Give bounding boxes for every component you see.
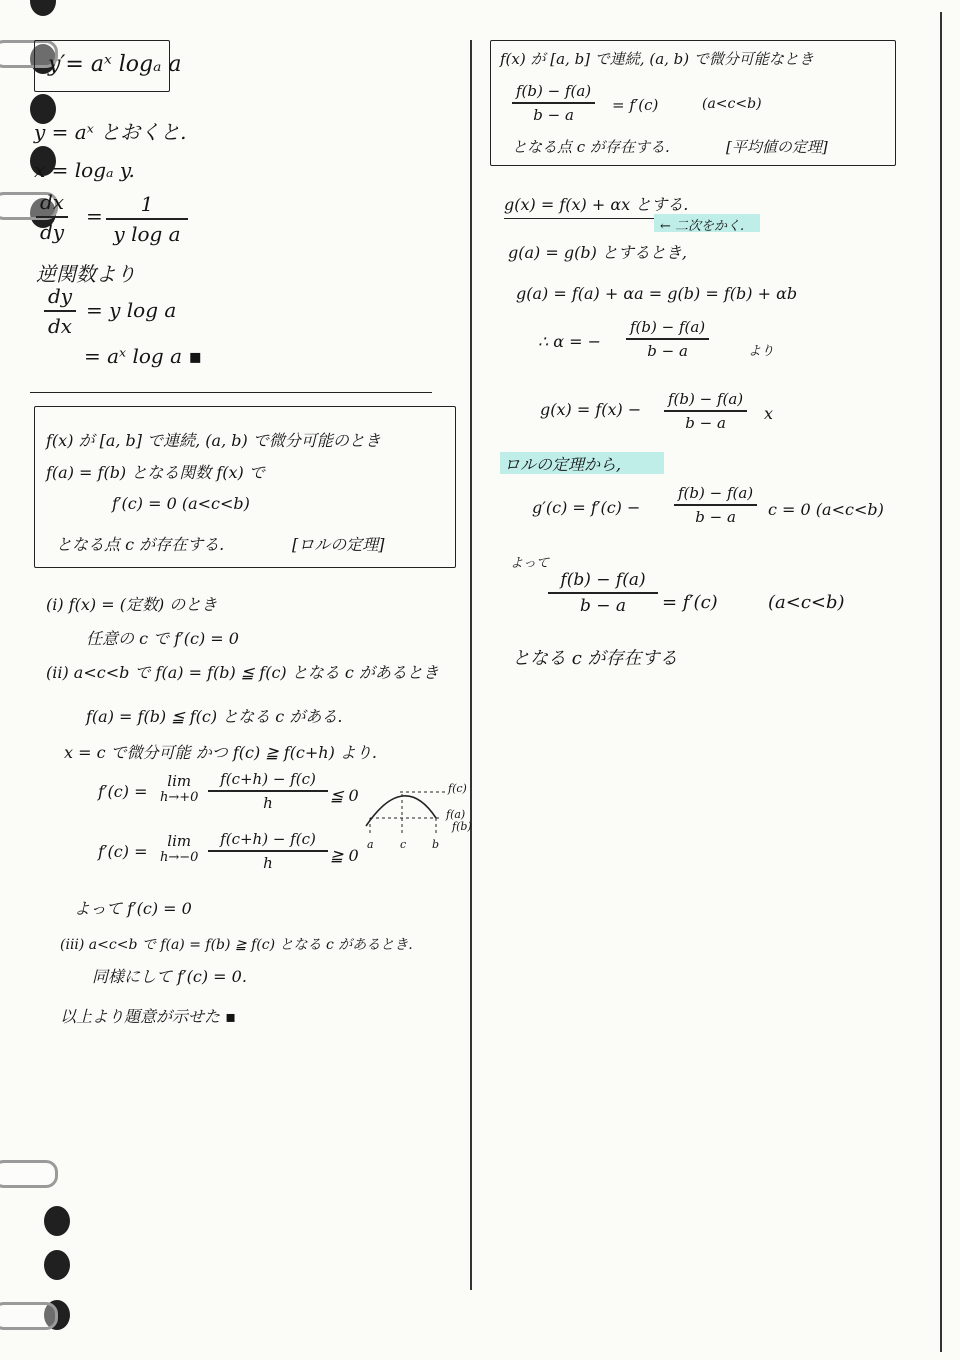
gx-numerator: f(b) − f(a) — [668, 390, 744, 408]
alpha-yori: より — [748, 344, 775, 359]
g-expansion: g(a) = f(a) + αa = g(b) = f(b) + αb — [516, 284, 798, 303]
final-fraction — [548, 570, 658, 616]
column-divider — [470, 40, 472, 1290]
dy-dx-denominator: dx — [48, 313, 73, 338]
dy-dx-fraction — [44, 284, 76, 338]
gx-x: x — [764, 404, 774, 423]
step-log: x = logₐ y. — [34, 158, 135, 182]
right-difference-quotient — [208, 770, 328, 812]
g-prime-numerator: f(b) − f(a) — [678, 484, 754, 502]
inverse-function-note: 逆関数より — [36, 262, 136, 286]
mvt-numerator: f(b) − f(a) — [516, 82, 592, 100]
binder-hole — [44, 1206, 70, 1236]
reciprocal-fraction — [106, 192, 188, 246]
right-derivative-relation: ≦ 0 — [330, 786, 359, 805]
rolle-line-2: f(a) = f(b) となる関数 f(x) で — [46, 463, 265, 482]
case-2: (ii) a<c<b で f(a) = f(b) ≦ f(c) となる c があるとき — [46, 663, 439, 682]
case-1: (i) f(x) = (定数) のとき — [46, 595, 218, 614]
alpha-denominator: b − a — [647, 341, 688, 360]
section-divider — [30, 392, 432, 393]
left-derivative-relation: ≧ 0 — [330, 846, 359, 865]
quotient-numerator: f(c+h) − f(c) — [220, 830, 316, 848]
mvt-line-1: f(x) が [a, b] で連続, (a, b) で微分可能なとき — [500, 50, 814, 68]
page-edge-line — [940, 12, 942, 1352]
derivative-result: = aˣ log a ▪ — [84, 344, 202, 368]
right-limit — [156, 772, 202, 805]
mvt-tag: [平均値の定理] — [726, 138, 828, 156]
quotient-denominator: h — [263, 793, 273, 812]
graph-label-fc: f(c) — [448, 782, 467, 795]
rolle-line-3: f′(c) = 0 (a<c<b) — [112, 494, 250, 513]
g-definition: g(x) = f(x) + αx とする. — [504, 195, 689, 214]
mvt-condition: (a<c<b) — [702, 96, 762, 112]
left-limit — [156, 832, 202, 865]
alpha-fraction — [626, 318, 709, 360]
g-definition-underline — [504, 218, 654, 219]
g-equal-condition: g(a) = g(b) とするとき, — [508, 243, 687, 262]
dy-dx-rhs: = y log a — [86, 298, 177, 322]
derivative-formula: y′= aˣ logₐ a — [48, 52, 182, 77]
binder-hole — [44, 1250, 70, 1280]
lim-subscript: h→+0 — [160, 790, 199, 805]
case-2-statement: f(a) = f(b) ≦ f(c) となる c がある. — [86, 707, 343, 726]
yotte: よって — [510, 556, 550, 571]
proof-conclusion: 以上より題意が示せた ▪ — [60, 1007, 236, 1026]
graph-label-c: c — [400, 838, 407, 851]
graph-label-b: b — [432, 838, 440, 851]
g-note: ← 二次をかく. — [660, 219, 745, 234]
left-difference-quotient — [208, 830, 328, 872]
g-prime-denominator: b − a — [695, 507, 736, 526]
reciprocal-denominator: y log a — [113, 221, 181, 246]
rolle-tag: [ロルの定理] — [292, 535, 385, 554]
final-numerator: f(b) − f(a) — [560, 570, 646, 590]
final-denominator: b − a — [579, 595, 627, 616]
final-exist: となる c が存在する — [512, 648, 678, 669]
g-prime-rhs: c = 0 (a<c<b) — [768, 500, 884, 519]
left-derivative-lhs: f′(c) = — [98, 842, 148, 861]
alpha-numerator: f(b) − f(a) — [630, 318, 706, 336]
gx-lhs: g(x) = f(x) − — [540, 400, 642, 419]
case-3: (iii) a<c<b で f(a) = f(b) ≧ f(c) となる c があるとき. — [60, 937, 413, 953]
lim-symbol: lim — [167, 772, 192, 790]
mvt-line-3: となる点 c が存在する. — [512, 138, 670, 156]
case-1-result: 任意の c で f′(c) = 0 — [86, 629, 239, 648]
lim-subscript: h→−0 — [160, 850, 199, 865]
binder-ring — [0, 1302, 58, 1330]
right-derivative-lhs: f′(c) = — [98, 782, 148, 801]
final-condition: (a<c<b) — [768, 592, 845, 613]
final-rhs: = f′(c) — [662, 592, 718, 613]
g-prime-fraction — [674, 484, 757, 526]
equals-sign: = — [86, 204, 103, 228]
therefore-result: よって f′(c) = 0 — [74, 899, 192, 918]
rolle-line-1: f(x) が [a, b] で連続, (a, b) で微分可能のとき — [46, 431, 381, 450]
gx-fraction — [664, 390, 747, 432]
gx-denominator: b − a — [685, 413, 726, 432]
alpha-lhs: ∴ α = − — [538, 332, 602, 351]
step-let-y: y = aˣ とおくと. — [34, 120, 187, 144]
quotient-numerator: f(c+h) − f(c) — [220, 770, 316, 788]
lim-symbol: lim — [167, 832, 192, 850]
mvt-denominator: b − a — [533, 105, 574, 124]
case-2-condition: x = c で微分可能 かつ f(c) ≧ f(c+h) より. — [64, 743, 378, 762]
binder-ring — [0, 1160, 58, 1188]
curve — [366, 796, 436, 826]
graph-label-a: a — [367, 838, 374, 851]
graph-label-fb: f(b) — [452, 820, 472, 833]
g-prime-lhs: g′(c) = f′(c) − — [532, 498, 641, 517]
binder-hole — [30, 0, 56, 16]
dy-dx-numerator: dy — [48, 284, 73, 308]
mvt-fraction — [512, 82, 595, 124]
reciprocal-numerator: 1 — [140, 192, 154, 216]
dx-dy-fraction — [36, 190, 68, 244]
mvt-rhs: = f′(c) — [612, 96, 659, 114]
case-3-result: 同様にして f′(c) = 0. — [92, 967, 247, 986]
rolle-reference: ロルの定理から, — [504, 455, 622, 474]
rolle-line-4: となる点 c が存在する. — [56, 535, 225, 554]
quotient-denominator: h — [263, 853, 273, 872]
dx-dy-numerator: dx — [40, 190, 65, 214]
graph-label-fa: f(a) — [446, 808, 466, 821]
dx-dy-denominator: dy — [40, 219, 65, 244]
